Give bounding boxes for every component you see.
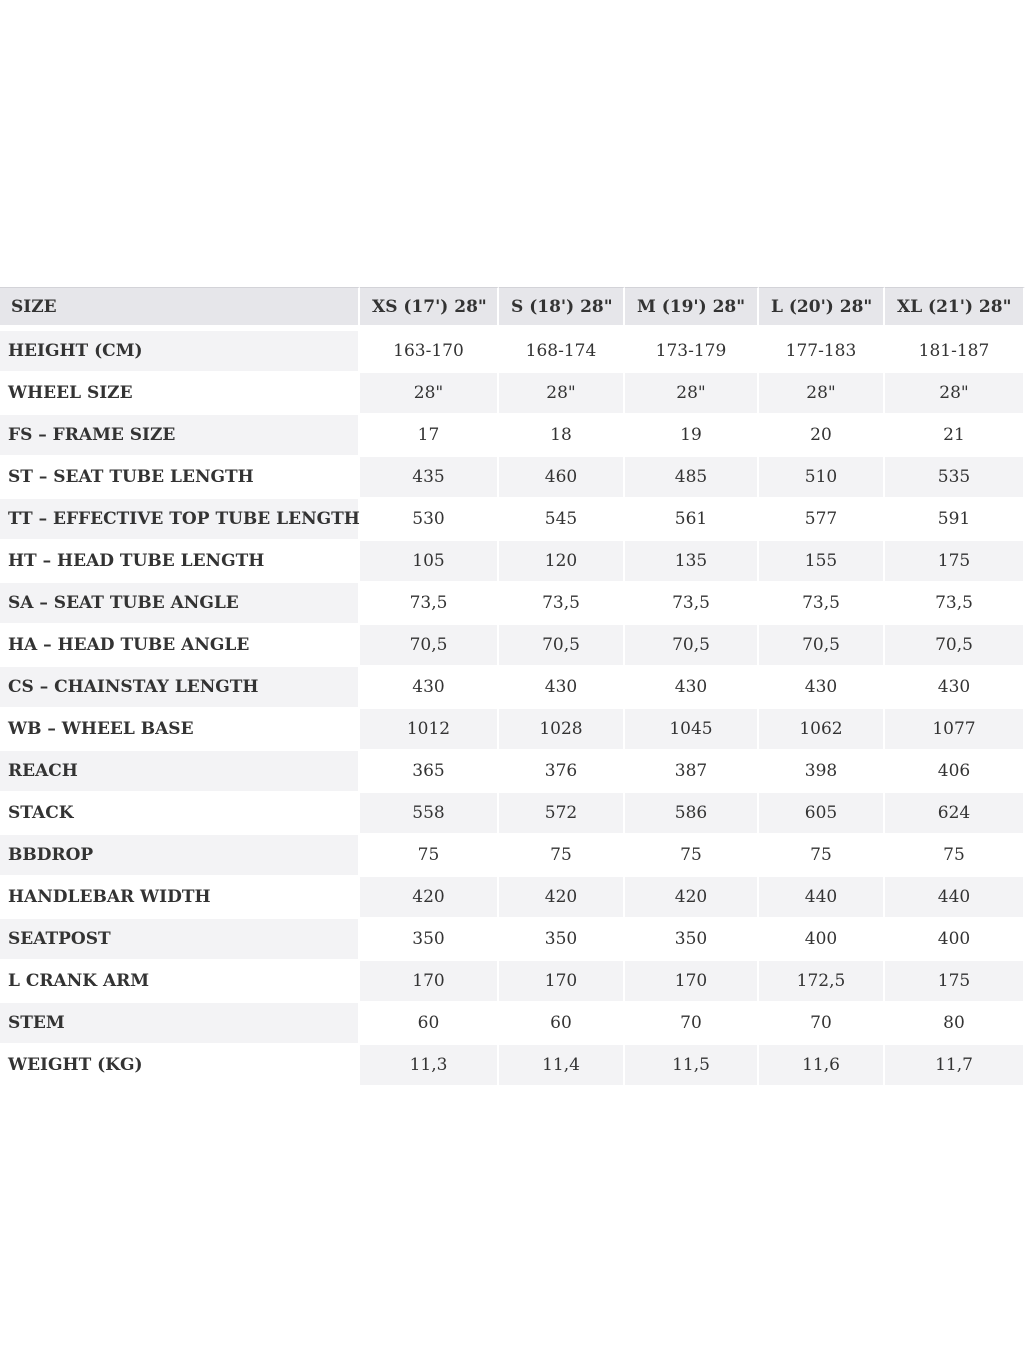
size-column-header: M (19') 28": [625, 287, 759, 327]
table-cell: 181-187: [885, 331, 1025, 373]
table-cell: 558: [360, 793, 499, 835]
table-cell: 135: [625, 541, 759, 583]
table-cell: 561: [625, 499, 759, 541]
table-cell: 28": [625, 373, 759, 415]
table-cell: 485: [625, 457, 759, 499]
size-column-header: XL (21') 28": [885, 287, 1025, 327]
table-cell: 75: [360, 835, 499, 877]
table-cell: 420: [360, 877, 499, 919]
table-row: [0, 457, 1025, 499]
table-cell: 120: [499, 541, 625, 583]
row-label: SEATPOST: [0, 919, 360, 961]
table-row: [0, 1045, 1025, 1087]
table-cell: 460: [499, 457, 625, 499]
table-cell: 545: [499, 499, 625, 541]
table-cell: 586: [625, 793, 759, 835]
table-row: [0, 919, 1025, 961]
table-cell: 605: [759, 793, 885, 835]
table-cell: 80: [885, 1003, 1025, 1045]
table-body: [0, 327, 1025, 1087]
table-cell: 350: [625, 919, 759, 961]
table-cell: 577: [759, 499, 885, 541]
table-cell: 387: [625, 751, 759, 793]
table-cell: 75: [759, 835, 885, 877]
table-cell: 11,5: [625, 1045, 759, 1087]
table-cell: 11,6: [759, 1045, 885, 1087]
table-cell: 70: [625, 1003, 759, 1045]
table-cell: 1028: [499, 709, 625, 751]
table-cell: 430: [885, 667, 1025, 709]
table-cell: 75: [625, 835, 759, 877]
row-label: HT – HEAD TUBE LENGTH: [0, 541, 360, 583]
table-cell: 420: [499, 877, 625, 919]
table-cell: 17: [360, 415, 499, 457]
row-label: SA – SEAT TUBE ANGLE: [0, 583, 360, 625]
table-cell: 60: [499, 1003, 625, 1045]
table-cell: 177-183: [759, 331, 885, 373]
row-label: HEIGHT (CM): [0, 331, 360, 373]
row-label: CS – CHAINSTAY LENGTH: [0, 667, 360, 709]
table-cell: 624: [885, 793, 1025, 835]
row-label: WHEEL SIZE: [0, 373, 360, 415]
size-header: SIZE: [0, 287, 360, 327]
row-label: STEM: [0, 1003, 360, 1045]
table-row: [0, 877, 1025, 919]
table-cell: 435: [360, 457, 499, 499]
table-cell: 365: [360, 751, 499, 793]
row-label: HANDLEBAR WIDTH: [0, 877, 360, 919]
table-cell: 535: [885, 457, 1025, 499]
table-cell: 70: [759, 1003, 885, 1045]
table-row: [0, 1003, 1025, 1045]
table-row: [0, 625, 1025, 667]
table-cell: 173-179: [625, 331, 759, 373]
row-label: TT – EFFECTIVE TOP TUBE LENGTH: [0, 499, 360, 541]
table-cell: 175: [885, 961, 1025, 1003]
table-cell: 163-170: [360, 331, 499, 373]
table-cell: 70,5: [625, 625, 759, 667]
table-row: [0, 331, 1025, 373]
table-cell: 75: [885, 835, 1025, 877]
table-cell: 430: [625, 667, 759, 709]
table-cell: 28": [885, 373, 1025, 415]
table-cell: 20: [759, 415, 885, 457]
table-cell: 440: [759, 877, 885, 919]
row-label: L CRANK ARM: [0, 961, 360, 1003]
table-cell: 420: [625, 877, 759, 919]
table-cell: 530: [360, 499, 499, 541]
table-cell: 430: [759, 667, 885, 709]
row-label: FS – FRAME SIZE: [0, 415, 360, 457]
table-cell: 73,5: [759, 583, 885, 625]
row-label: STACK: [0, 793, 360, 835]
table-row: [0, 793, 1025, 835]
table-cell: 70,5: [885, 625, 1025, 667]
table-cell: 400: [759, 919, 885, 961]
table-cell: 400: [885, 919, 1025, 961]
table-cell: 11,7: [885, 1045, 1025, 1087]
table-cell: 28": [499, 373, 625, 415]
table-cell: 18: [499, 415, 625, 457]
table-cell: 510: [759, 457, 885, 499]
table-cell: 350: [499, 919, 625, 961]
table-row: [0, 709, 1025, 751]
table-cell: 70,5: [759, 625, 885, 667]
table-cell: 70,5: [360, 625, 499, 667]
size-column-header: XS (17') 28": [360, 287, 499, 327]
table-cell: 350: [360, 919, 499, 961]
row-label: WB – WHEEL BASE: [0, 709, 360, 751]
row-label: BBDROP: [0, 835, 360, 877]
table-cell: 175: [885, 541, 1025, 583]
table-cell: 406: [885, 751, 1025, 793]
table-cell: 73,5: [360, 583, 499, 625]
table-cell: 170: [499, 961, 625, 1003]
table-row: [0, 415, 1025, 457]
table-row: [0, 961, 1025, 1003]
table-cell: 430: [360, 667, 499, 709]
table-row: [0, 583, 1025, 625]
table-cell: 172,5: [759, 961, 885, 1003]
table-cell: 591: [885, 499, 1025, 541]
table-row: [0, 751, 1025, 793]
row-label: HA – HEAD TUBE ANGLE: [0, 625, 360, 667]
table-cell: 73,5: [885, 583, 1025, 625]
table-cell: 1012: [360, 709, 499, 751]
table-cell: 70,5: [499, 625, 625, 667]
table-cell: 170: [360, 961, 499, 1003]
table-cell: 28": [360, 373, 499, 415]
table-row: [0, 541, 1025, 583]
table-cell: 376: [499, 751, 625, 793]
geometry-table: [0, 287, 1025, 1087]
table-cell: 1077: [885, 709, 1025, 751]
row-label: REACH: [0, 751, 360, 793]
table-cell: 73,5: [499, 583, 625, 625]
table-cell: 440: [885, 877, 1025, 919]
table-cell: 60: [360, 1003, 499, 1045]
size-column-header: S (18') 28": [499, 287, 625, 327]
table-cell: 572: [499, 793, 625, 835]
table-cell: 21: [885, 415, 1025, 457]
header-row: [0, 287, 1025, 327]
table-cell: 75: [499, 835, 625, 877]
table-cell: 73,5: [625, 583, 759, 625]
table-row: [0, 835, 1025, 877]
table-cell: 11,3: [360, 1045, 499, 1087]
table-cell: 1045: [625, 709, 759, 751]
table-cell: 105: [360, 541, 499, 583]
table-cell: 398: [759, 751, 885, 793]
table-cell: 11,4: [499, 1045, 625, 1087]
row-label: ST – SEAT TUBE LENGTH: [0, 457, 360, 499]
table-cell: 170: [625, 961, 759, 1003]
table-cell: 155: [759, 541, 885, 583]
table-row: [0, 373, 1025, 415]
table-row: [0, 499, 1025, 541]
table-cell: 168-174: [499, 331, 625, 373]
row-label: WEIGHT (KG): [0, 1045, 360, 1087]
table-row: [0, 667, 1025, 709]
table-cell: 19: [625, 415, 759, 457]
table-cell: 1062: [759, 709, 885, 751]
size-column-header: L (20') 28": [759, 287, 885, 327]
table-cell: 430: [499, 667, 625, 709]
table-cell: 28": [759, 373, 885, 415]
